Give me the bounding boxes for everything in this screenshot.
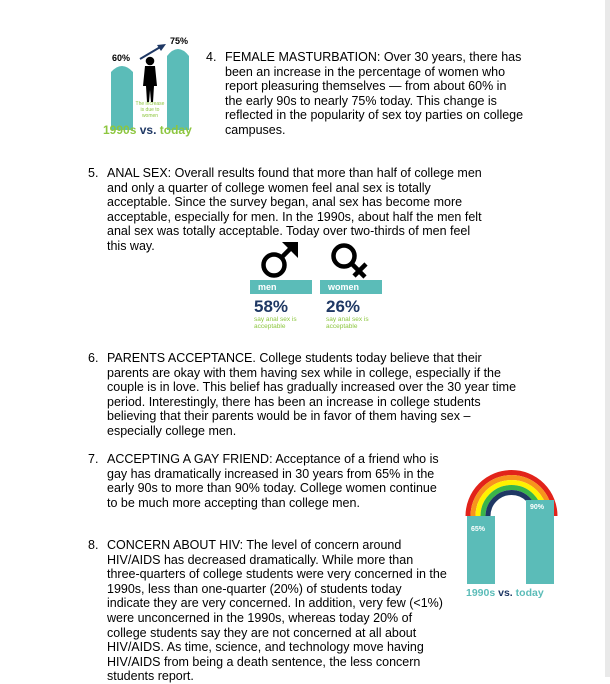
men-label: men xyxy=(250,280,312,294)
men-value: 58% xyxy=(254,297,289,316)
item-8-number: 8. xyxy=(88,538,99,552)
item-7-text: ACCEPTING A GAY FRIEND: Acceptance of a friend who is gay has dramatically increased in 30 years from 65% in the early 90s to more than 90% today. College women continue to be much more accepting than college men. xyxy=(107,452,439,510)
item-7 xyxy=(88,452,448,510)
masturbation-figure xyxy=(100,34,205,140)
gay-friend-right-value: 90% xyxy=(530,504,545,511)
item-4-number: 4. xyxy=(206,50,217,64)
masturbation-left-value: 60% xyxy=(112,53,131,63)
item-4-text: FEMALE MASTURBATION: Over 30 years, there has been an increase in the percentage of women who report pleasuring themselves — from about 60% in the early 90s to nearly 75% today. This change is reflected in the popularity of sex toy parties on college campuses. xyxy=(225,50,524,137)
item-4 xyxy=(206,50,526,138)
women-caption: say anal sex is acceptable xyxy=(326,316,369,330)
item-5-text: ANAL SEX: Overall results found that more than half of college men and only a quarter of college women feel anal sex is totally acceptable. Since the survey began, anal sex has become more acceptable, especially for men. In the 1990s, about half the men felt anal sex was totally acceptable. Today over two-thirds of men feel this way. xyxy=(107,166,482,253)
anal-sex-figure xyxy=(246,240,396,335)
gay-friend-left-value: 65% xyxy=(471,526,486,533)
masturbation-caption: The increase is due to women xyxy=(135,101,165,119)
masturbation-years xyxy=(103,123,192,137)
item-6-text: PARENTS ACCEPTANCE. College students today believe that their parents are okay with them having sex while in college, especially if the couple is in love. This belief has gradually increased over the 30 year time period. Interestingly, there has been an increase in college students believing that their parents would be in favor of them having sex – especially college men. xyxy=(107,351,517,438)
masturbation-vs: vs. xyxy=(139,123,157,137)
item-8 xyxy=(88,538,518,684)
gay-friend-year-right: today xyxy=(515,587,544,599)
page-edge xyxy=(605,0,610,677)
item-6 xyxy=(88,351,518,439)
women-label: women xyxy=(320,280,382,294)
item-8-text: CONCERN ABOUT HIV: The level of concern around HIV/AIDS has decreased dramatically. While more than three-quarters of college students were very concerned in the 1990s, less than one-quarter (20%) of students today indicate they are very concerned. In addition, very few (<1%) were unconcerned in the 1990s, whereas today 20% of college students say they are not concerned at all about HIV/AIDS. As time, science, and technology move having HIV/AIDS from being a death sentence, the less concern students report. xyxy=(107,538,447,684)
item-5-number: 5. xyxy=(88,166,99,180)
masturbation-year-right: today xyxy=(159,123,192,137)
masturbation-year-left: 1990s xyxy=(103,123,137,137)
women-value: 26% xyxy=(326,297,361,316)
masturbation-right-value: 75% xyxy=(170,36,189,46)
item-7-number: 7. xyxy=(88,452,99,466)
gay-friend-vs: vs. xyxy=(498,587,513,599)
female-symbol-icon xyxy=(328,240,372,280)
men-caption: say anal sex is acceptable xyxy=(254,316,297,330)
male-symbol-icon xyxy=(260,240,300,280)
gay-friend-year-left: 1990s xyxy=(466,587,496,599)
item-6-number: 6. xyxy=(88,351,99,365)
